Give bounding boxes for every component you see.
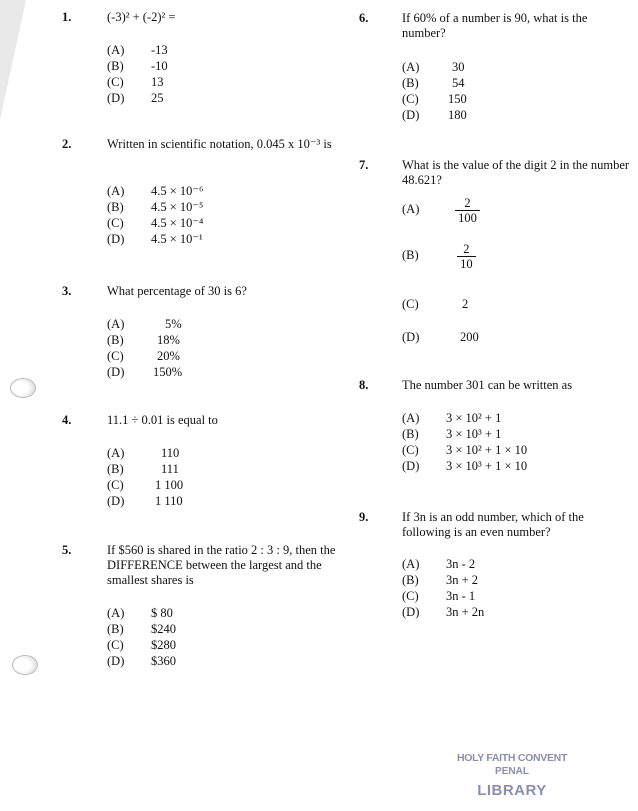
question-number: 1. xyxy=(62,10,72,24)
question-text: If 60% of a number is 90, what is the number? xyxy=(402,11,588,40)
option: (C) 1 100 xyxy=(107,478,184,492)
option: (A) 5% xyxy=(107,317,182,331)
option: (D) 25 xyxy=(107,91,164,105)
stamp-line-3: LIBRARY xyxy=(477,782,547,799)
option: (C) 3n - 1 xyxy=(402,589,476,603)
question-text: If 3n is an odd number, which of the following is an even number? xyxy=(402,510,584,539)
option: (B) 4.5 × 10⁻⁵ xyxy=(107,200,204,214)
question-number: 4. xyxy=(62,413,72,427)
option: (C) 13 xyxy=(107,75,164,89)
option: (A) 4.5 × 10⁻⁶ xyxy=(107,184,204,198)
option: (A) 30 xyxy=(402,60,465,74)
option: (D) 4.5 × 10⁻¹ xyxy=(107,232,203,246)
question-text: (-3)² + (-2)² = xyxy=(107,10,176,24)
question-text: Written in scientific notation, 0.045 x 10⁻³ is xyxy=(107,137,332,151)
option: (A) $\frac{2}{100}$ xyxy=(402,196,480,225)
option: (B) -10 xyxy=(107,59,168,73)
option: (D) $360 xyxy=(107,654,176,668)
punch-hole xyxy=(12,655,38,675)
question-number: 7. xyxy=(359,158,369,172)
option: (B) $240 xyxy=(107,622,176,636)
option: (B) 3 × 10³ + 1 xyxy=(402,427,502,441)
option: (C) 4.5 × 10⁻⁴ xyxy=(107,216,204,230)
question-text: The number 301 can be written as xyxy=(402,378,573,392)
option: (C) 150 xyxy=(402,92,467,106)
option: (B) 18% xyxy=(107,333,180,347)
question-number: 8. xyxy=(359,378,369,392)
option: (D) 3 × 10³ + 1 × 10 xyxy=(402,459,528,473)
option: (C) 2 xyxy=(402,297,469,311)
fraction: $\frac{2}{100}$ xyxy=(455,196,480,225)
option: (B) 111 xyxy=(107,462,179,476)
question-text: What percentage of 30 is 6? xyxy=(107,284,247,298)
question-number: 5. xyxy=(62,543,72,557)
option: (A) 3 × 10² + 1 xyxy=(402,411,502,425)
option: (A) -13 xyxy=(107,43,168,57)
option: (B) 54 xyxy=(402,76,465,90)
question-text: 11.1 ÷ 0.01 is equal to xyxy=(107,413,218,427)
option: (C) 3 × 10² + 1 × 10 xyxy=(402,443,528,457)
option: (A) $ 80 xyxy=(107,606,173,620)
option: (A) 3n - 2 xyxy=(402,557,476,571)
question-number: 2. xyxy=(62,137,72,151)
stamp-line-1: HOLY FAITH CONVENT xyxy=(456,752,568,764)
option: (B) $\frac{2}{10}$ xyxy=(402,242,476,271)
question-text: If $560 is shared in the ratio 2 : 3 : 9, then the DIFFERENCE between the largest and the smallest shares is xyxy=(107,543,336,587)
question-number: 9. xyxy=(359,510,369,524)
stamp-line-2: PENAL xyxy=(495,766,529,777)
option: (B) 3n + 2 xyxy=(402,573,479,587)
option: (D) 3n + 2n xyxy=(402,605,485,619)
question-number: 6. xyxy=(359,11,369,25)
question-text: What is the value of the digit 2 in the number 48.621? xyxy=(402,158,630,187)
option: (A) 110 xyxy=(107,446,180,460)
page-corner-shadow xyxy=(0,0,26,120)
option: (D) 200 xyxy=(402,330,479,344)
option: (D) 1 110 xyxy=(107,494,183,508)
library-stamp xyxy=(438,752,586,799)
option: (D) 180 xyxy=(402,108,467,122)
question-number: 3. xyxy=(62,284,72,298)
option: (C) 20% xyxy=(107,349,180,363)
option: (C) $280 xyxy=(107,638,176,652)
option: (D) 150% xyxy=(107,365,183,379)
punch-hole xyxy=(10,378,36,398)
fraction: $\frac{2}{10}$ xyxy=(457,242,476,271)
